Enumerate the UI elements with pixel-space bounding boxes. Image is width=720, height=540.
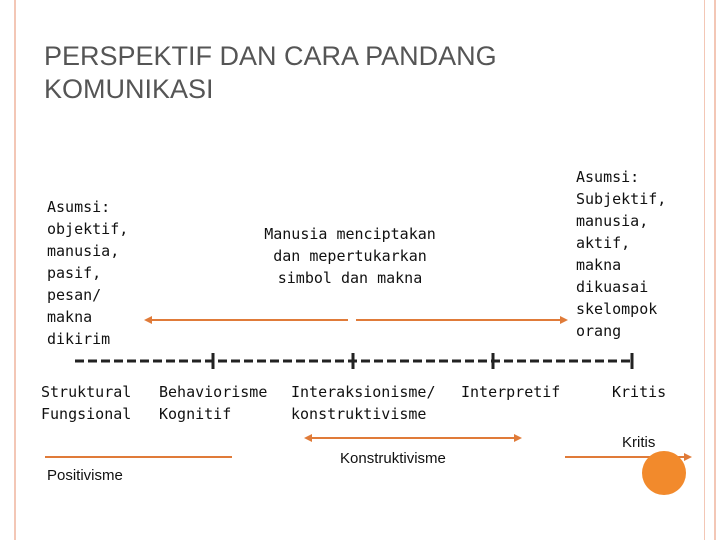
- scale-label-behaviorisme: Behaviorisme Kognitif: [159, 383, 268, 423]
- accent-circle: [642, 451, 686, 495]
- paradigm-positivisme: Positivisme: [47, 467, 123, 484]
- slide-title: PERSPEKTIF DAN CARA PANDANG KOMUNIKASI: [44, 41, 497, 104]
- assumption-center: Manusia menciptakan dan mepertukarkan simbol dan makna: [264, 225, 436, 287]
- scale-label-interaksionisme: Interaksionisme/ konstruktivisme: [291, 383, 436, 423]
- paradigm-konstruktivisme: Konstruktivisme: [340, 450, 446, 467]
- assumption-left: Asumsi: objektif, manusia, pasif, pesan/ makna dikirim: [47, 198, 129, 348]
- scale-label-struktural: Struktural Fungsional: [41, 383, 132, 423]
- scale-label-interpretif: Interpretif: [461, 383, 561, 401]
- assumption-right: Asumsi: Subjektif, manusia, aktif, makna dikuasai skelompok orang: [576, 168, 667, 340]
- scale-label-kritis: Kritis: [612, 383, 667, 401]
- paradigm-kritis: Kritis: [622, 434, 656, 451]
